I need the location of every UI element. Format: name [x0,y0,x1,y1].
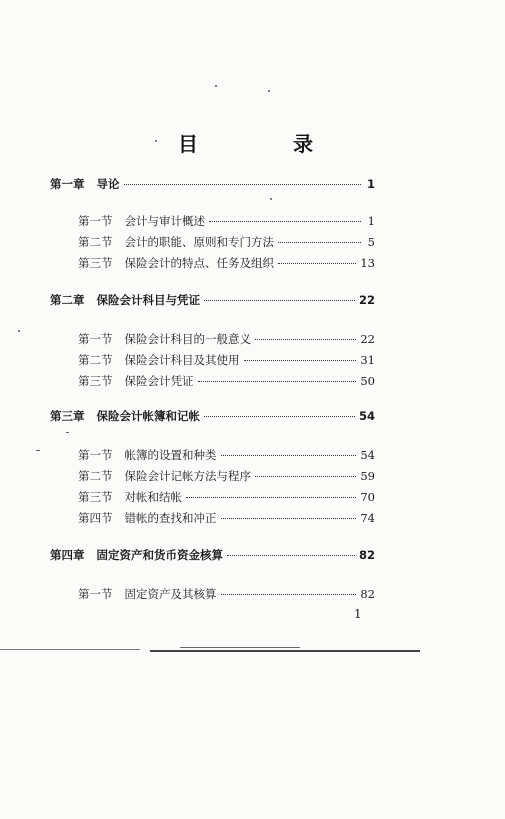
chapter-number: 第一章 [50,177,85,191]
scan-speck [270,198,272,200]
dot-leader [186,497,356,498]
page-title: 目 录 [178,132,357,156]
dot-leader [209,221,361,222]
toc-section [78,255,375,271]
section-number: 第三节 [78,490,113,504]
toc-section [78,213,375,229]
page-number: 1 [354,607,362,621]
toc-chapter [50,176,375,192]
section-title: 固定资产及其核算 [124,587,217,601]
section-title: 保险会计科目的一般意义 [124,332,251,346]
toc-section [78,373,375,389]
section-page: 13 [360,256,375,270]
dot-leader [227,555,355,556]
toc-chapter [50,292,375,308]
section-page: 5 [367,235,375,249]
section-number: 第四节 [78,511,113,525]
dot-leader [221,455,357,456]
section-title: 对帐和结帐 [124,490,182,504]
section-page: 82 [360,587,375,601]
scan-speck [155,140,157,142]
toc-section [78,489,375,505]
chapter-page: 22 [358,293,375,307]
chapter-number: 第三章 [50,409,85,423]
section-page: 31 [360,353,375,367]
scan-edge-line [0,649,140,650]
chapter-page: 54 [358,409,375,423]
scan-speck [18,330,20,332]
chapter-page: 1 [366,177,375,191]
dot-leader [221,594,357,595]
section-number: 第一节 [78,214,113,228]
dot-leader [221,518,357,519]
section-number: 第一节 [78,587,113,601]
section-title: 保险会计凭证 [124,374,194,388]
dot-leader [278,263,356,264]
toc-section [78,352,375,368]
section-title: 会计与审计概述 [124,214,205,228]
section-number: 第三节 [78,374,113,388]
section-page: 1 [367,214,375,228]
section-title: 保险会计的特点、任务及组织 [124,256,274,270]
scan-speck [36,450,40,451]
section-number: 第二节 [78,469,113,483]
scan-speck [215,85,217,87]
section-title: 保险会计科目及其使用 [124,353,240,367]
section-page: 59 [360,469,375,483]
section-page: 54 [360,448,375,462]
section-title: 帐簿的设置和种类 [124,448,217,462]
chapter-title: 导论 [96,177,120,191]
dot-leader [204,300,355,301]
section-page: 22 [360,332,375,346]
chapter-title: 固定资产和货币资金核算 [96,548,223,562]
section-title: 会计的职能、原则和专门方法 [124,235,274,249]
section-number: 第二节 [78,353,113,367]
chapter-title: 保险会计科目与凭证 [96,293,200,307]
section-number: 第一节 [78,332,113,346]
toc-section [78,586,375,602]
toc-chapter [50,547,375,563]
section-number: 第三节 [78,256,113,270]
scan-speck [66,432,69,433]
toc-section [78,468,375,484]
chapter-number: 第二章 [50,293,85,307]
chapter-page: 82 [358,548,375,562]
section-number: 第一节 [78,448,113,462]
dot-leader [198,381,357,382]
section-page: 74 [360,511,375,525]
chapter-title: 保险会计帐簿和记帐 [96,409,200,423]
toc-section [78,510,375,526]
section-title: 错帐的查找和冲正 [124,511,217,525]
section-page: 70 [360,490,375,504]
chapter-number: 第四章 [50,548,85,562]
scan-edge-line [150,650,420,652]
dot-leader [204,416,355,417]
toc-section [78,234,375,250]
section-title: 保险会计记帐方法与程序 [124,469,251,483]
toc-section [78,447,375,463]
toc-section [78,331,375,347]
dot-leader [244,360,357,361]
dot-leader [124,184,362,185]
section-page: 50 [360,374,375,388]
toc-chapter [50,408,375,424]
dot-leader [278,242,361,243]
dot-leader [255,339,356,340]
section-number: 第二节 [78,235,113,249]
dot-leader [255,476,356,477]
scan-edge-line [180,647,300,648]
scan-speck [268,90,270,92]
